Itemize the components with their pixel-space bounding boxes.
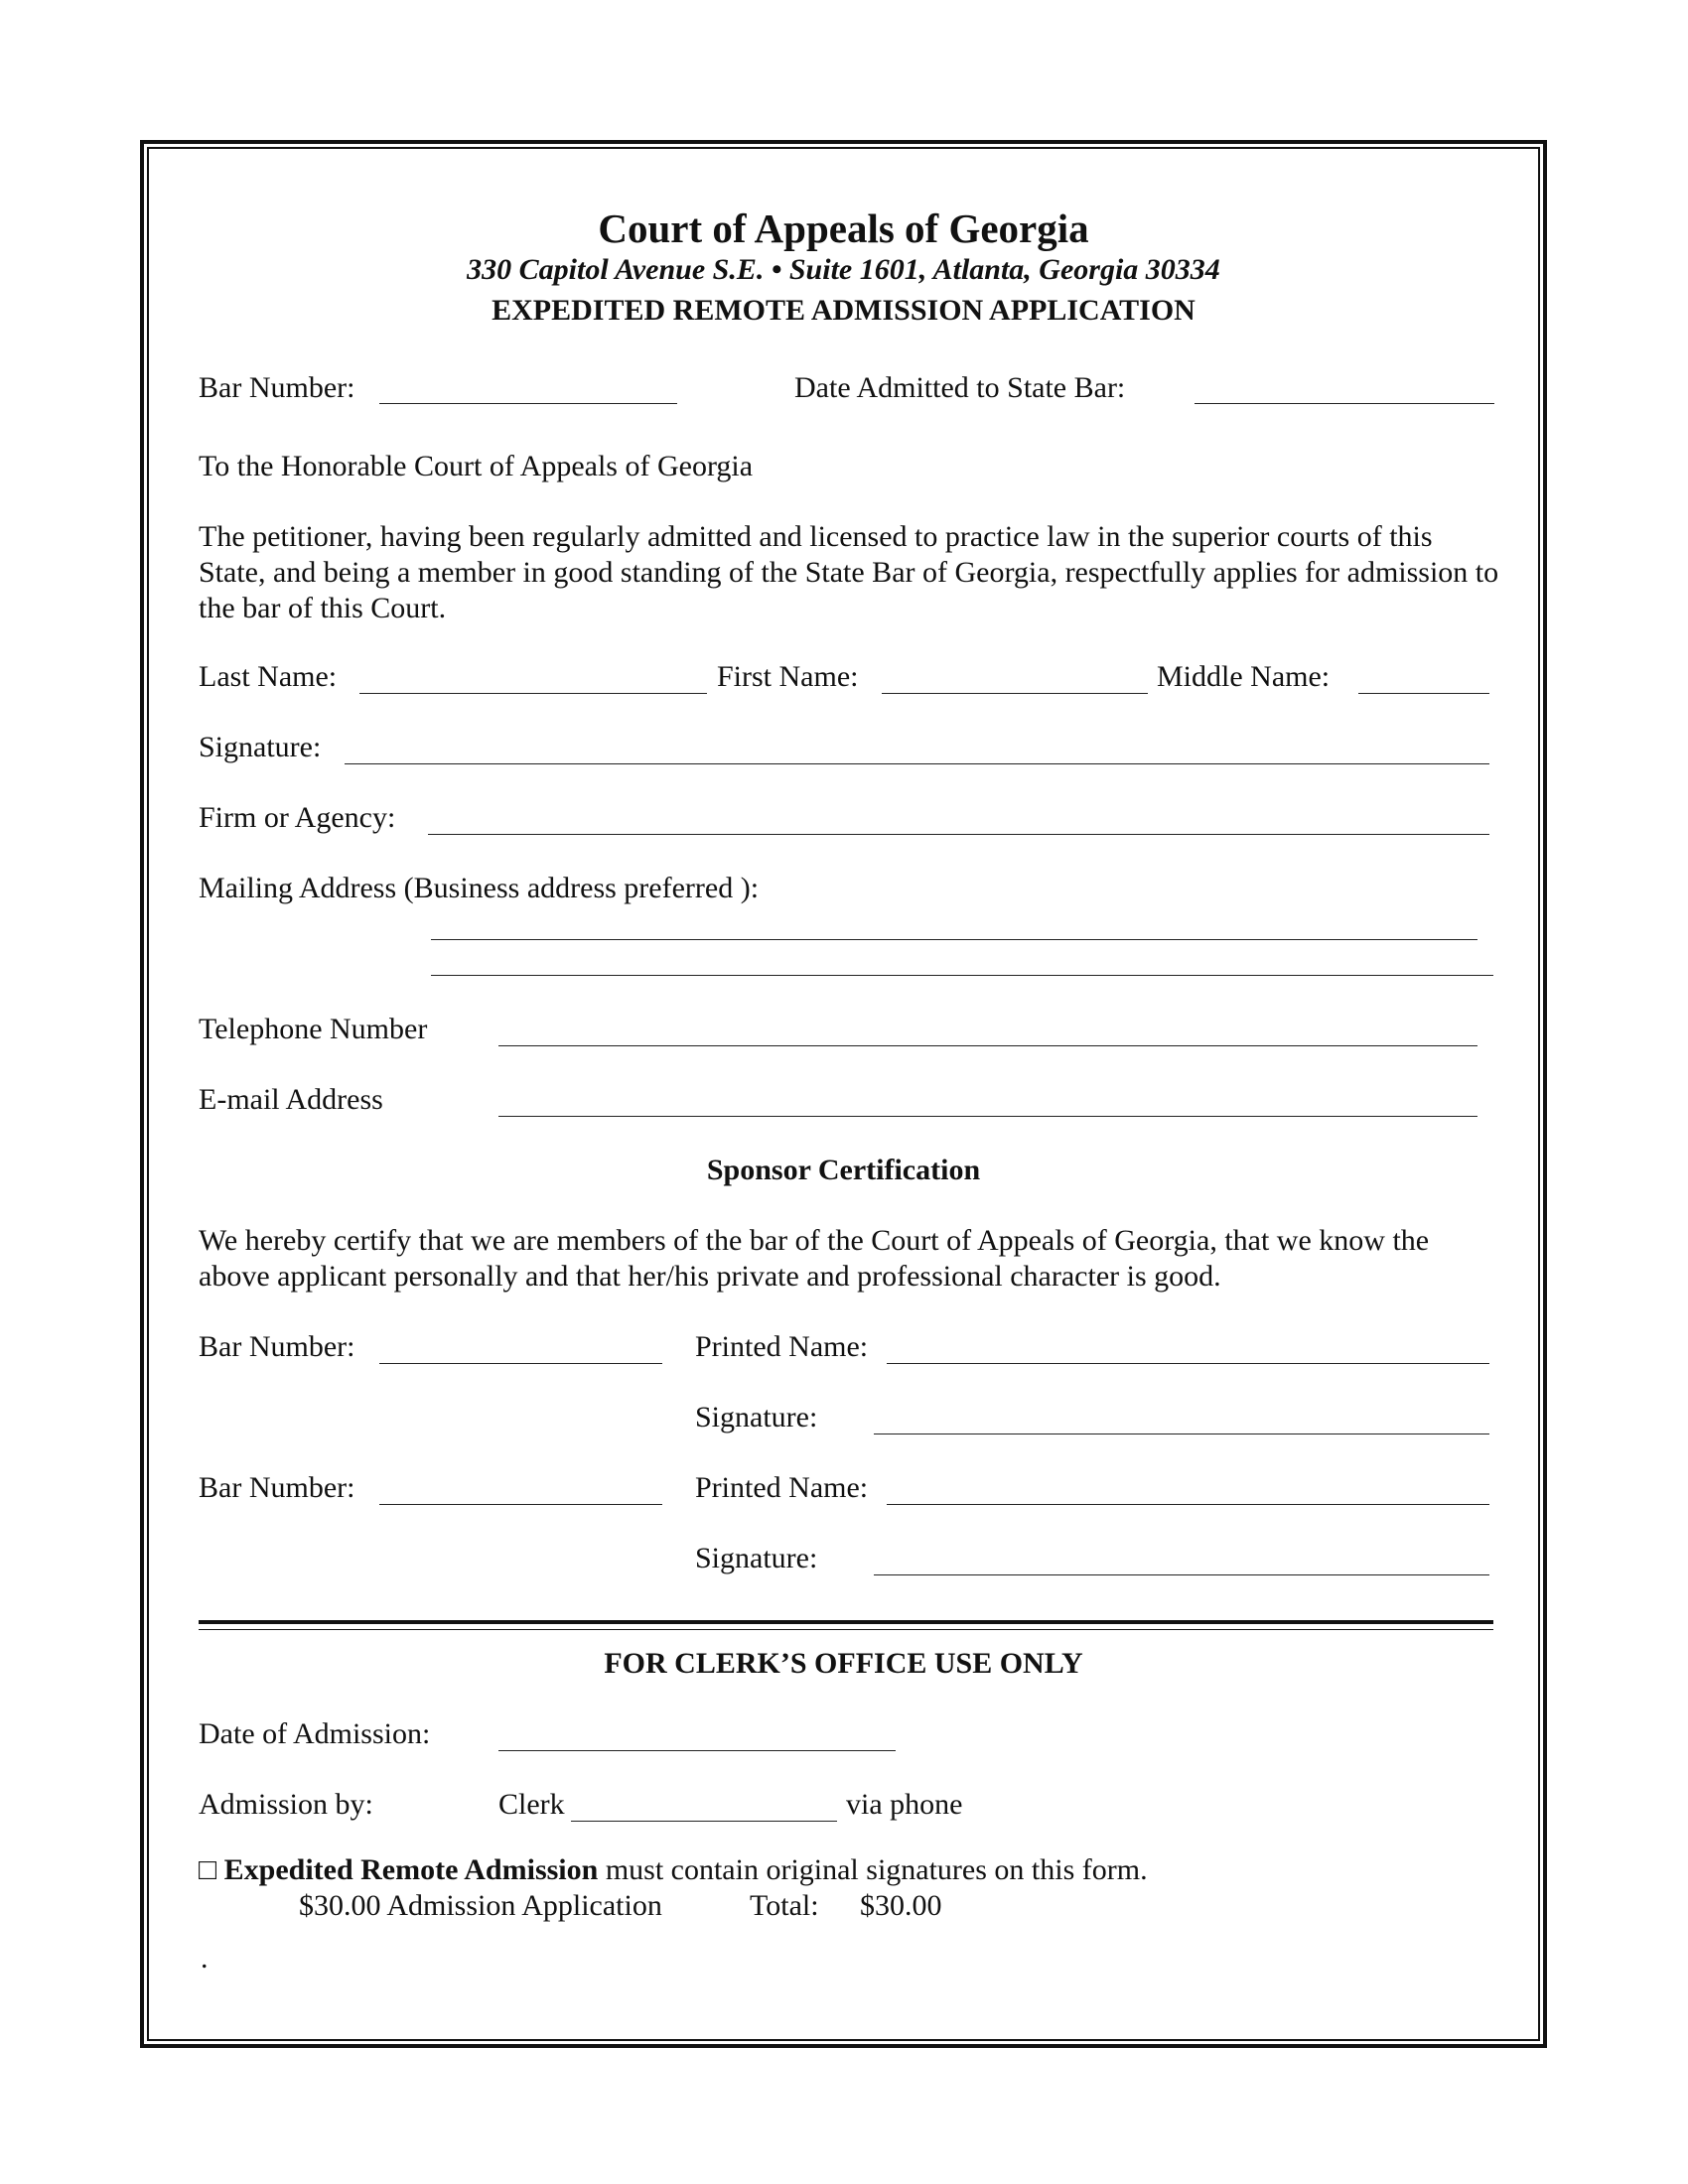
email-label: E-mail Address (199, 1083, 383, 1116)
sponsor-1-bar-number-field[interactable] (379, 1363, 662, 1364)
last-name-field[interactable] (359, 693, 707, 694)
telephone-field[interactable] (498, 1045, 1477, 1046)
via-phone-label: via phone (846, 1788, 963, 1821)
first-name-label: First Name: (717, 660, 859, 693)
clerk-field[interactable] (571, 1821, 837, 1822)
admission-by-label: Admission by: (199, 1788, 373, 1821)
total-label: Total: (750, 1889, 819, 1922)
email-field[interactable] (498, 1116, 1477, 1117)
salutation: To the Honorable Court of Appeals of Georgia (199, 450, 754, 482)
signature-label: Signature: (199, 731, 322, 763)
middle-name-field[interactable] (1358, 693, 1489, 694)
mailing-address-label: Mailing Address (Business address preferred ): (199, 872, 760, 904)
fee-label: $30.00 Admission Application (299, 1889, 662, 1922)
sponsor-1-signature-field[interactable] (874, 1433, 1489, 1434)
date-of-admission-field[interactable] (498, 1750, 896, 1751)
court-address: 330 Capitol Avenue S.E. • Suite 1601, Atlanta, Georgia 30334 (467, 253, 1220, 286)
sponsor-certification-text: We hereby certify that we are members of the bar of the Court of Appeals of Georgia, that we know the above applicant personally and that her/his private and professional character is good. (199, 1224, 1430, 1293)
date-admitted-label: Date Admitted to State Bar: (794, 371, 1126, 404)
date-of-admission-label: Date of Admission: (199, 1717, 431, 1750)
bar-number-label: Bar Number: (199, 371, 355, 404)
last-name-label: Last Name: (199, 660, 338, 693)
sponsor-1-bar-number-label: Bar Number: (199, 1330, 355, 1363)
firm-label: Firm or Agency: (199, 801, 396, 834)
bar-number-field[interactable] (379, 403, 677, 404)
sponsor-2-signature-label: Signature: (695, 1542, 818, 1574)
sponsor-heading: Sponsor Certification (706, 1154, 981, 1186)
middle-name-label: Middle Name: (1157, 660, 1331, 693)
page-title: Court of Appeals of Georgia (598, 205, 1089, 251)
sponsor-1-printed-name-label: Printed Name: (695, 1330, 869, 1363)
firm-field[interactable] (428, 834, 1489, 835)
petition-text: The petitioner, having been regularly admitted and licensed to practice law in the superior courts of this State, and being a member in good standing of the State Bar of Georgia, respectfully applies for admission to the bar of this Court. (199, 520, 1499, 624)
checkbox[interactable]: □ (199, 1853, 217, 1886)
clerk-heading: FOR CLERK’S OFFICE USE ONLY (604, 1647, 1083, 1680)
first-name-field[interactable] (882, 693, 1148, 694)
expedited-note-text: must contain original signatures on this form. (598, 1853, 1148, 1886)
section-divider-thick (199, 1620, 1493, 1624)
expedited-bold-label: Expedited Remote Admission (223, 1853, 599, 1886)
clerk-label: Clerk (498, 1788, 565, 1821)
section-divider-thin (199, 1629, 1493, 1630)
expedited-note (199, 1853, 1148, 1887)
form-name: EXPEDITED REMOTE ADMISSION APPLICATION (492, 294, 1196, 327)
signature-field[interactable] (345, 763, 1489, 764)
sponsor-2-signature-field[interactable] (874, 1574, 1489, 1575)
mailing-address-line-2[interactable] (431, 975, 1493, 976)
sponsor-2-bar-number-label: Bar Number: (199, 1471, 355, 1504)
mailing-address-line-1[interactable] (431, 939, 1477, 940)
sponsor-1-printed-name-field[interactable] (887, 1363, 1489, 1364)
total-value: $30.00 (860, 1889, 942, 1922)
telephone-label: Telephone Number (199, 1013, 428, 1045)
sponsor-2-printed-name-label: Printed Name: (695, 1471, 869, 1504)
trailing-mark: . (201, 1942, 209, 1975)
date-admitted-field[interactable] (1195, 403, 1494, 404)
sponsor-1-signature-label: Signature: (695, 1401, 818, 1433)
sponsor-2-bar-number-field[interactable] (379, 1504, 662, 1505)
sponsor-2-printed-name-field[interactable] (887, 1504, 1489, 1505)
